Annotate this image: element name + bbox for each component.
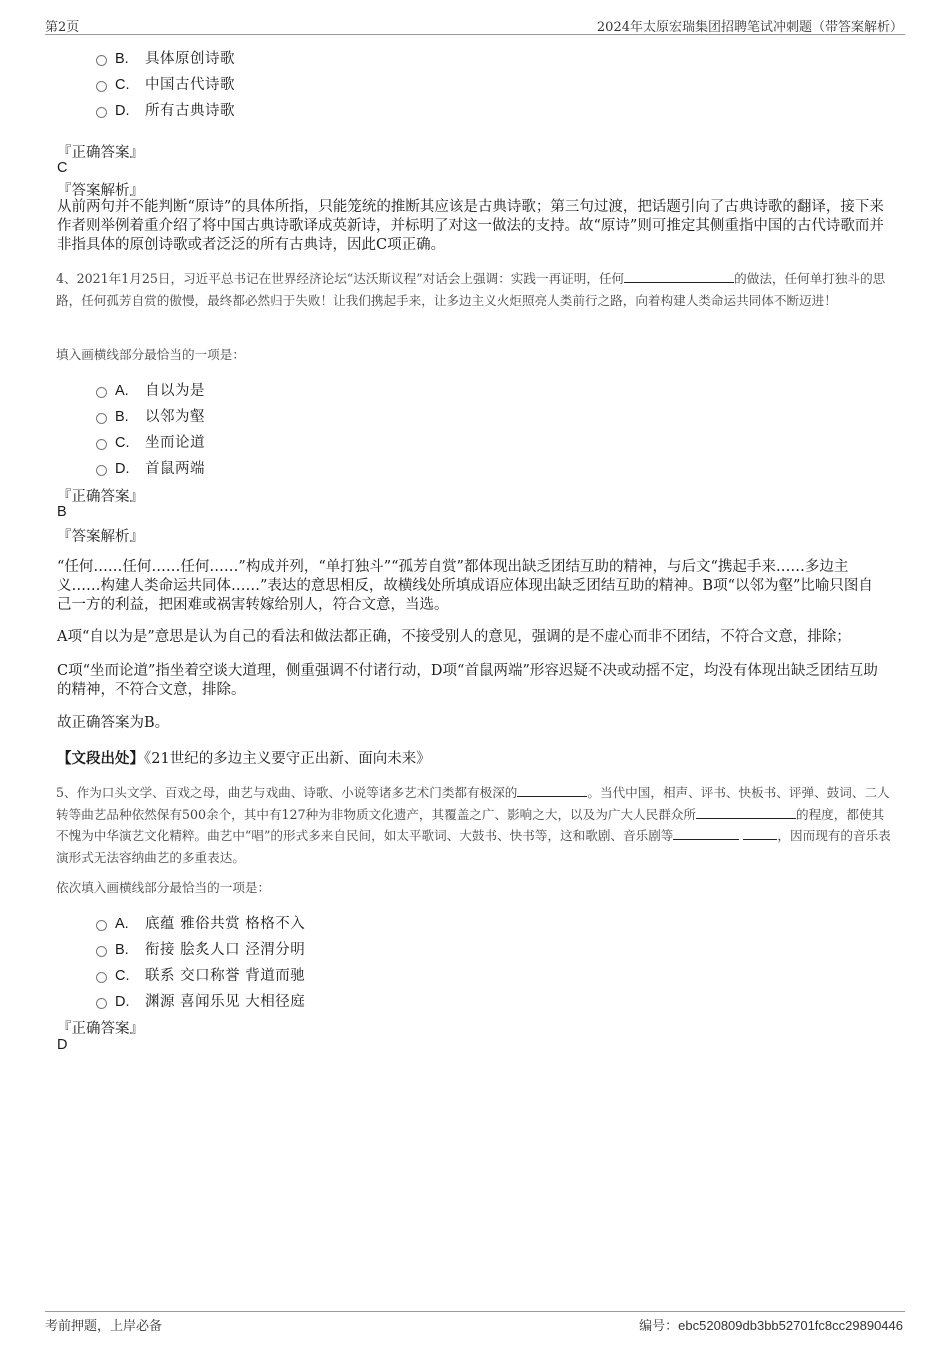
q5-blank	[696, 806, 796, 819]
q5-option-a[interactable]: A. 底蕴 雅俗共赏 格格不入	[96, 912, 305, 932]
footer-slogan: 考前押题，上岸必备	[45, 1319, 163, 1334]
q4-option-b[interactable]: B. 以邻为壑	[96, 405, 205, 425]
q5-answer: D	[57, 1037, 68, 1053]
q3-option-d[interactable]: D. 所有古典诗歌	[96, 99, 235, 119]
q5-option-b[interactable]: B. 衔接 脍炙人口 泾渭分明	[96, 938, 305, 958]
radio-icon[interactable]	[96, 439, 107, 450]
q4-source: 【文段出处】《21世纪的多边主义要守正出新、面向未来》	[57, 750, 431, 767]
page-footer	[45, 1311, 905, 1332]
q4-option-d[interactable]: D. 首鼠两端	[96, 457, 205, 477]
page-header	[45, 14, 905, 35]
radio-icon[interactable]	[96, 946, 107, 957]
document-title: 2024年太原宏瑞集团招聘笔试冲刺题（带答案解析）	[596, 20, 903, 35]
q3-option-c[interactable]: C. 中国古代诗歌	[96, 73, 235, 93]
radio-icon[interactable]	[96, 920, 107, 931]
footer-serial: 编号：ebc520809db3bb52701fc8cc29890446	[639, 1318, 903, 1333]
radio-icon[interactable]	[96, 413, 107, 424]
q4-blank	[624, 270, 734, 283]
q5-prompt: 依次填入画横线部分最恰当的一项是：	[56, 880, 271, 895]
q5-option-c[interactable]: C. 联系 交口称誉 背道而驰	[96, 964, 305, 984]
radio-icon[interactable]	[96, 387, 107, 398]
radio-icon[interactable]	[96, 55, 107, 66]
radio-icon[interactable]	[96, 998, 107, 1009]
q4-analysis-label: 『答案解析』	[57, 529, 144, 545]
q5-blank	[743, 827, 777, 840]
q5-answer-label: 『正确答案』	[57, 1021, 144, 1037]
q4-analysis-paragraph: C项“坐而论道”指坐着空谈大道理，侧重强调不付诸行动，D项“首鼠两端”形容迟疑不决或动摇不定，均没有体现出缺乏团结互助的精神，不符合文意，排除。	[57, 663, 878, 698]
q5-stem: 5、作为口头文学、百戏之母，曲艺与戏曲、诗歌、小说等诸多艺术门类都有极深的 。当代中国，相声、评书、快板书、评弹、鼓词、二人转等曲艺品种依然保有500余个，其中有127种为非物质文化遗产，其覆盖之广、影响之大，以及为广大人民群众所 的程度，都使其不愧为中华演艺文化精粹。曲艺中“唱”的形式多来自民间，如太平歌词、大鼓书、快书等，这和歌剧、音乐剧等 ，因而现有的音乐表演形式无法容纳曲艺的多重表达。	[56, 785, 891, 865]
q5-blank	[517, 784, 587, 797]
q4-analysis-paragraph: “任何……任何……任何……”构成并列，“单打独斗”“孤芳自赏”都体现出缺乏团结互助的精神，与后文“携起手来……多边主义……构建人类命运共同体……”表达的意思相反，故横线处所填成语应体现出缺乏团结互助的精神。B项“以邻为壑”比喻只图自己一方的利益，把困难或祸害转嫁给别人，符合文意，当选。	[57, 559, 873, 613]
q4-stem: 4、2021年1月25日，习近平总书记在世界经济论坛“达沃斯议程”对话会上强调：实践一再证明，任何 的做法，任何单打独斗的思路，任何孤芳自赏的傲慢，最终都必然归于失败！让我们携起手来，让多边主义火炬照亮人类前行之路，向着构建人类命运共同体不断迈进！	[56, 271, 886, 308]
q3-analysis-label: 『答案解析』	[57, 183, 144, 199]
page-number: 第2页	[45, 20, 80, 35]
q4-prompt: 填入画横线部分最恰当的一项是：	[56, 347, 245, 362]
q4-analysis-paragraph: 故正确答案为B。	[57, 715, 170, 731]
q3-answer-label: 『正确答案』	[57, 145, 144, 161]
radio-icon[interactable]	[96, 465, 107, 476]
radio-icon[interactable]	[96, 107, 107, 118]
q3-answer: C	[57, 160, 68, 176]
q5-blank	[673, 827, 739, 840]
q4-answer-label: 『正确答案』	[57, 489, 144, 505]
q4-analysis-paragraph: A项“自以为是”意思是认为自己的看法和做法都正确，不接受别人的意见，强调的是不虚心而非不团结，不符合文意，排除；	[57, 629, 851, 645]
q4-option-c[interactable]: C. 坐而论道	[96, 431, 205, 451]
radio-icon[interactable]	[96, 81, 107, 92]
q4-answer: B	[57, 504, 67, 520]
q5-option-d[interactable]: D. 渊源 喜闻乐见 大相径庭	[96, 990, 305, 1010]
q3-option-b[interactable]: B. 具体原创诗歌	[96, 47, 235, 67]
radio-icon[interactable]	[96, 972, 107, 983]
q4-option-a[interactable]: A. 自以为是	[96, 379, 205, 399]
q3-analysis: 从前两句并不能判断“原诗”的具体所指，只能笼统的推断其应该是古典诗歌；第三句过渡，把话题引向了古典诗歌的翻译，接下来作者则举例着重介绍了将中国古典诗歌译成英新诗，并标明了对这一做法的支持。故“原诗”则可推定其侧重指中国的古代诗歌而并非指具体的原创诗歌或者泛泛的所有古典诗，因此C项正确。	[57, 199, 884, 253]
